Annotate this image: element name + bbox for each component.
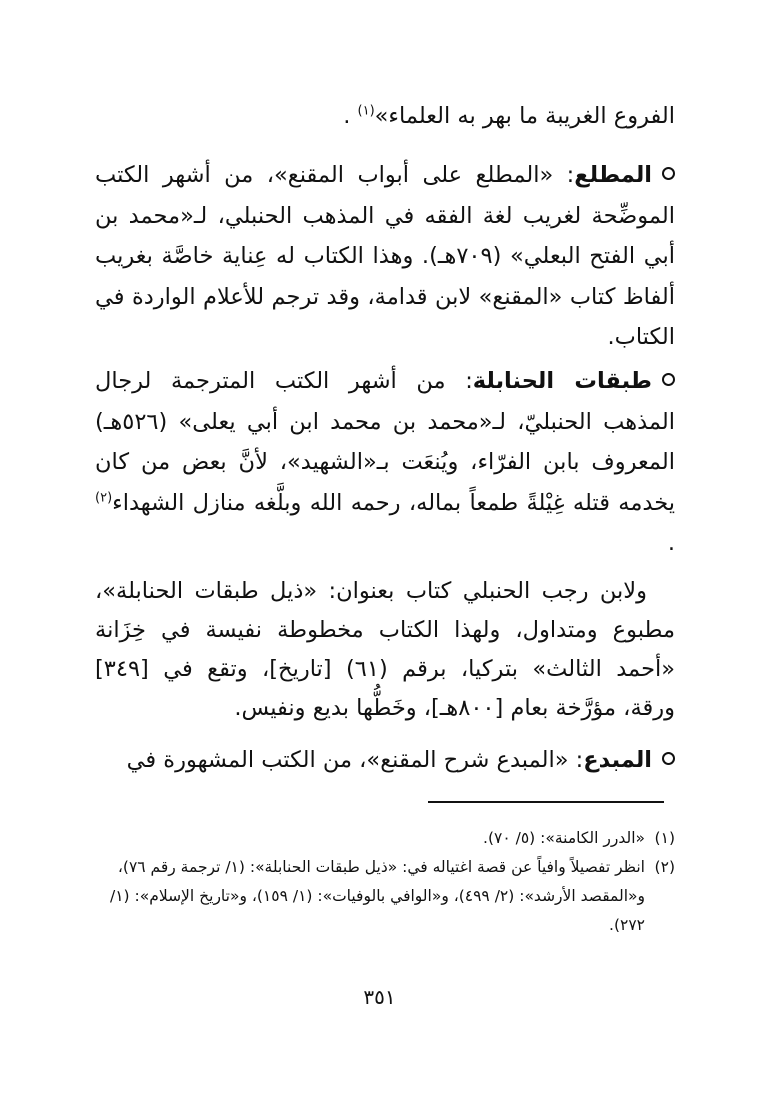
intro-text: الفروع الغريبة ما بهر به العلماء»: [374, 103, 675, 129]
circle-bullet-icon: [662, 167, 675, 180]
entry-text: : من أشهر الكتب المترجمة لرجال المذهب الحنبليّ، لـ«محمد بن محمد ابن أبي يعلى» (٥٢٦هـ) المعروف بابن الفرّاء، ويُنعَت بـ«الشهيد»، لأنَّ بعض من كان يخدمه قتله غِيْلةً طمعاً بماله، رحمه الله وبلَّغه منازل الشهداء: [95, 368, 675, 516]
footnote-1: [70, 824, 675, 853]
footnote-ref: (١): [357, 103, 375, 119]
footnote-text: انظر تفصيلاً وافياً عن قصة اغتياله في: «ذيل طبقات الحنابلة»: (١/ ترجمة رقم ٧٦)، و«المقصد الأرشد»: (٢/ ٤٩٩)، و«الوافي بالوفيات»: (١/ ١٥٩)، و«تاريخ الإسلام»: (١/ ٢٧٢).: [109, 858, 645, 934]
entry-term: المطلع: [574, 162, 652, 188]
entry-term: المبدع: [583, 747, 652, 773]
paragraph-text: ولابن رجب الحنبلي كتاب بعنوان: «ذيل طبقات الحنابلة»، مطبوع ومتداول، ولهذا الكتاب مخطوطة نفيسة في خِزَانة «أحمد الثالث» بتركيا، برقم (٦١) [تاريخ]، وتقع في [٣٤٩] ورقة، مؤرَّخة بعام [٨٠٠هـ]، وخَطُّها بديع ونفيس.: [95, 578, 675, 721]
entry-tabaqat: [95, 361, 675, 564]
intro-line: [95, 96, 675, 137]
entry-mutlaa: [95, 155, 675, 358]
entry-text: : «المطلع على أبواب المقنع»، من أشهر الكتب الموضِّحة لغريب لغة الفقه في المذهب الحنبلي، لـ«محمد بن أبي الفتح البعلي» (٧٠٩هـ). وهذا الكتاب له عِناية خاصَّة بغريب ألفاظ كتاب «المقنع» لابن قدامة، وقد ترجم للأعلام الواردة في الكتاب.: [95, 162, 675, 350]
footnote-text: «الدرر الكامنة»: (٥/ ٧٠).: [483, 829, 645, 847]
footnote-2: [70, 853, 675, 940]
entry-mubdi: [95, 740, 675, 781]
footnote-number: (١): [654, 829, 675, 847]
circle-bullet-icon: [662, 752, 675, 765]
footnote-number: (٢): [654, 858, 675, 876]
footnotes: [70, 824, 675, 940]
footnote-ref: (٢): [95, 490, 113, 505]
entry-end: .: [667, 530, 675, 556]
entry-term: طبقات الحنابلة: [472, 368, 652, 394]
footnote-separator: [428, 801, 664, 803]
intro-end: .: [343, 103, 358, 129]
entry-text: : «المبدع شرح المقنع»، من الكتب المشهورة في: [126, 747, 584, 773]
circle-bullet-icon: [662, 373, 675, 386]
page-number: ٣٥١: [363, 985, 396, 1009]
body-paragraph: [95, 572, 675, 728]
